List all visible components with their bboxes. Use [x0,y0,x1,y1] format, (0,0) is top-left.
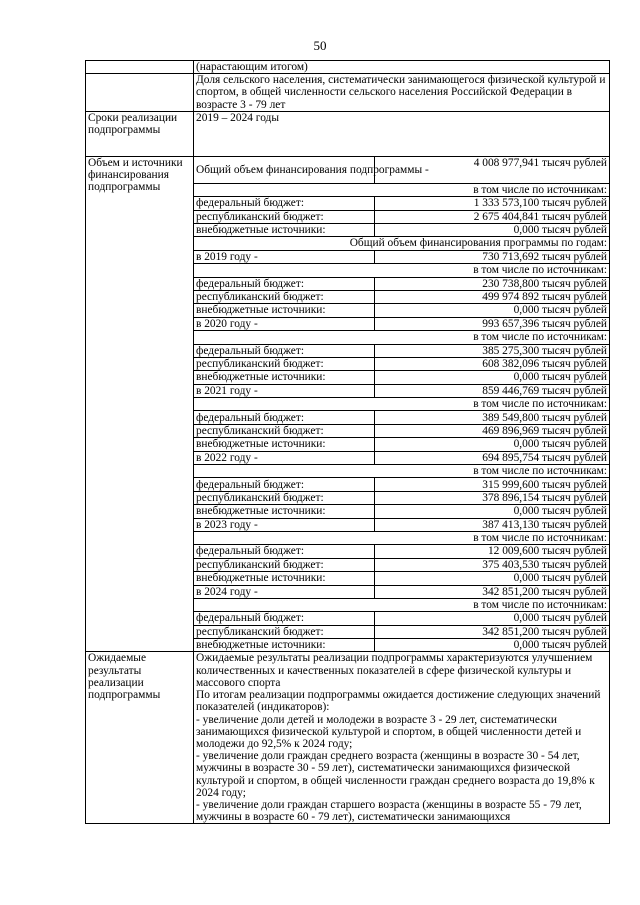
year-rep-label: республиканский бюджет: [194,357,375,370]
year-fed-row [194,545,609,558]
year-ext-label: внебюджетные источники: [194,371,375,384]
year-total-row [194,317,609,330]
sources-header: в том числе по источникам: [194,183,609,196]
year-fed-label: федеральный бюджет: [194,344,375,357]
year-sources-header: в том числе по источникам: [194,331,609,344]
year-fed-value: 12 009,600 тысяч рублей [375,545,610,558]
year-rep-value: 608 382,096 тысяч рублей [375,357,610,370]
year-total: 694 895,754 тысяч рублей [375,451,610,464]
finance-row [86,156,610,652]
year-rep-label: республиканский бюджет: [194,290,375,303]
year-ext-row [194,572,609,585]
year-rep-label: республиканский бюджет: [194,625,375,638]
year-label: в 2020 году - [194,317,375,330]
row-text: Доля сельского населения, систематически занимающегося физической культурой и спортом, в общей численности сельского населения Российской Федерации в возрасте 3 - 79 лет [194,74,610,112]
year-rep-value: 342 851,200 тысяч рублей [375,625,610,638]
finance-table [194,157,609,652]
year-ext-value: 0,000 тысяч рублей [375,371,610,384]
results-paragraph: По итогам реализации подпрограммы ожидается достижение следующих значений показателей (индикаторов): [196,689,601,714]
fed-label: федеральный бюджет: [194,197,375,210]
year-total: 387 413,130 тысяч рублей [375,518,610,531]
year-ext-value: 0,000 тысяч рублей [375,505,610,518]
ext-label: внебюджетные источники: [194,223,375,236]
page-number: 50 [313,38,327,53]
year-ext-label: внебюджетные источники: [194,304,375,317]
year-fed-row [194,478,609,491]
results-paragraph: - увеличение доли граждан среднего возраста (женщины в возрасте 30 - 54 лет, мужчины в возрасте 30 - 59 лет), систематически занимающихся физической культурой и спортом, в общей численности граждан среднего возраста до 19,8% к 2024 году; [196,750,595,799]
year-label: в 2024 году - [194,585,375,598]
year-label: в 2023 году - [194,518,375,531]
year-fed-value: 385 275,300 тысяч рублей [375,344,610,357]
year-fed-row [194,411,609,424]
table-row [86,74,610,112]
year-ext-row [194,304,609,317]
year-sources-row [194,598,609,611]
year-fed-label: федеральный бюджет: [194,411,375,424]
year-fed-row [194,344,609,357]
year-rep-row [194,424,609,437]
year-rep-value: 375 403,530 тысяч рублей [375,558,610,571]
total-label: Общий объем финансирования подпрограммы - [194,157,375,184]
year-ext-value: 0,000 тысяч рублей [375,572,610,585]
year-total-row [194,451,609,464]
ext-row [194,223,609,236]
by-years-header-row [194,237,609,250]
year-sources-row [194,331,609,344]
year-fed-row [194,612,609,625]
year-rep-value: 469 896,969 тысяч рублей [375,424,610,437]
year-ext-label: внебюджетные источники: [194,639,375,652]
year-fed-label: федеральный бюджет: [194,612,375,625]
year-rep-row [194,290,609,303]
rep-label: республиканский бюджет: [194,210,375,223]
year-total: 342 851,200 тысяч рублей [375,585,610,598]
results-paragraph: Ожидаемые результаты реализации подпрограммы характеризуются улучшением количественных и качественных показателей в сфере физической культуры и массового спорта [196,652,593,689]
results-paragraph: - увеличение доли детей и молодежи в возрасте 3 - 29 лет, систематически занимающихся физической культурой и спортом, в общей численности детей и молодежи до 92,5% к 2024 году; [196,713,582,750]
finance-content [194,156,610,652]
year-rep-label: республиканский бюджет: [194,424,375,437]
year-sources-row [194,264,609,277]
year-fed-value: 315 999,600 тысяч рублей [375,478,610,491]
table-row [86,111,610,156]
year-rep-row [194,625,609,638]
results-row [86,652,610,824]
rep-row [194,210,609,223]
year-rep-row [194,357,609,370]
year-fed-label: федеральный бюджет: [194,478,375,491]
results-paragraph: - увеличение доли граждан старшего возраста (женщины в возрасте 55 - 79 лет, мужчины в возрасте 60 - 79 лет), систематически занимающихся [196,798,582,824]
year-ext-label: внебюджетные источники: [194,505,375,518]
year-fed-label: федеральный бюджет: [194,545,375,558]
year-sources-header: в том числе по источникам: [194,465,609,478]
terms-label: Сроки реализации подпрограммы [86,111,194,156]
year-sources-header: в том числе по источникам: [194,398,609,411]
year-fed-label: федеральный бюджет: [194,277,375,290]
year-sources-header: в том числе по источникам: [194,598,609,611]
rep-value: 2 675 404,841 тысяч рублей [375,210,610,223]
year-ext-row [194,438,609,451]
year-rep-value: 499 974 892 тысяч рублей [375,290,610,303]
terms-text: 2019 – 2024 годы [194,111,610,156]
by-years-header: Общий объем финансирования программы по годам: [194,237,609,250]
table-row [86,61,610,74]
year-rep-row [194,491,609,504]
year-label: в 2019 году - [194,250,375,263]
year-sources-header: в том числе по источникам: [194,531,609,544]
year-ext-value: 0,000 тысяч рублей [375,304,610,317]
year-ext-row [194,505,609,518]
year-rep-label: республиканский бюджет: [194,491,375,504]
year-label: в 2021 году - [194,384,375,397]
total-value: 4 008 977,941 тысяч рублей [375,157,610,184]
year-rep-row [194,558,609,571]
sources-header-row [194,183,609,196]
year-total-row [194,518,609,531]
year-total: 859 446,769 тысяч рублей [375,384,610,397]
year-rep-label: республиканский бюджет: [194,558,375,571]
year-total-row [194,384,609,397]
year-total: 993 657,396 тысяч рублей [375,317,610,330]
year-ext-row [194,371,609,384]
passport-table [85,60,610,824]
year-total: 730 713,692 тысяч рублей [375,250,610,263]
year-ext-value: 0,000 тысяч рублей [375,639,610,652]
year-total-row [194,585,609,598]
finance-label: Объем и источники финансирования подпрограммы [86,156,194,652]
year-fed-value: 230 738,800 тысяч рублей [375,277,610,290]
results-content [194,652,610,824]
ext-value: 0,000 тысяч рублей [375,223,610,236]
year-rep-value: 378 896,154 тысяч рублей [375,491,610,504]
results-label: Ожидаемые результаты реализации подпрограммы [86,652,194,824]
year-fed-value: 389 549,800 тысяч рублей [375,411,610,424]
year-total-row [194,250,609,263]
year-sources-header: в том числе по источникам: [194,264,609,277]
year-ext-label: внебюджетные источники: [194,572,375,585]
year-fed-row [194,277,609,290]
year-label: в 2022 году - [194,451,375,464]
year-sources-row [194,465,609,478]
row-label [86,61,194,74]
year-ext-label: внебюджетные источники: [194,438,375,451]
fed-row [194,197,609,210]
finance-total-row [194,157,609,184]
year-ext-row [194,639,609,652]
year-fed-value: 0,000 тысяч рублей [375,612,610,625]
year-ext-value: 0,000 тысяч рублей [375,438,610,451]
fed-value: 1 333 573,100 тысяч рублей [375,197,610,210]
year-sources-row [194,398,609,411]
row-text: (нарастающим итогом) [194,61,610,74]
row-label [86,74,194,112]
year-sources-row [194,531,609,544]
